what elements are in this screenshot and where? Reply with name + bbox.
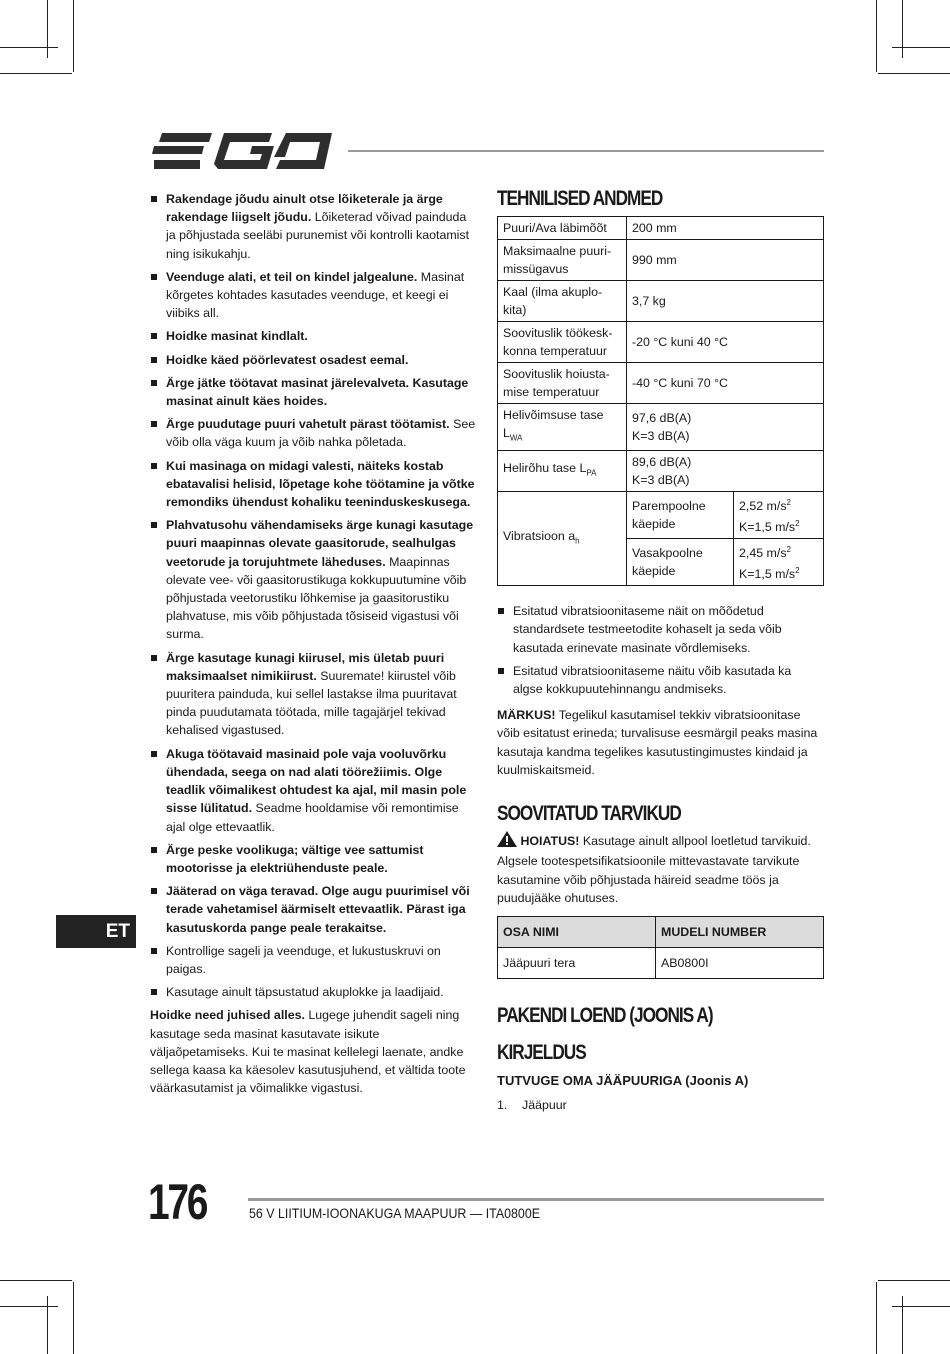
crop-mark <box>892 1306 950 1307</box>
spec-value: 3,7 kg <box>627 281 824 322</box>
vibration-side: Parempoolne käepide <box>627 491 734 538</box>
bullet-icon <box>498 668 504 674</box>
crop-mark <box>47 0 48 58</box>
list-item: Veenduge alati, et teil on kindel jalgealune. Masinat kõrgetes kohtades kasutades veenduge, et keegi ei viibiks all. <box>150 268 476 323</box>
list-item: Jääterad on väga teravad. Olge augu puurimisel või terade vahetamisel äärmiselt ettevaatlik. Pärast iga kasutuskorda pange peale terakaitse. <box>150 882 476 937</box>
list-item: Hoidke käed pöörlevatest osadest eemal. <box>150 351 476 369</box>
spec-label: Helivõimsuse tase $L_{WA}$ <box>498 404 627 450</box>
bullet-icon <box>151 655 157 661</box>
bullet-icon <box>151 196 157 202</box>
crop-mark <box>892 47 950 48</box>
list-item: Esitatud vibratsioonitaseme näitu võib kasutada ka algse kokkupuutehinnangu andmiseks. <box>497 662 824 698</box>
table-row <box>498 281 824 322</box>
spec-label: Maksimaalne puuri-missügavus <box>498 240 627 281</box>
list-item: Akuga töötavaid masinaid pole vaja vooluvõrku ühendada, seega on nad alati töörežiimis. Olge teadlik võimalikest ohtudest ka ajal, mil masin pole sisse lülitatud. Seadme hooldamise või remontimise ajal olge ettevaatlik. <box>150 745 476 836</box>
safety-list <box>150 190 476 1001</box>
spec-value: 89,6 dB(A) K=3 dB(A) <box>627 450 824 491</box>
safety-column <box>150 190 476 1097</box>
vibration-value: 2,45 $m/s^2$ K=1,5 $m/s^2$ <box>734 538 824 585</box>
bullet-icon <box>151 357 157 363</box>
table-header-row <box>498 917 824 948</box>
table-row <box>498 322 824 363</box>
crop-mark <box>47 1296 48 1354</box>
bullet-icon <box>151 274 157 280</box>
table-row <box>498 363 824 404</box>
crop-mark <box>878 73 950 74</box>
bullet-icon <box>151 463 157 469</box>
crop-mark <box>902 1296 903 1354</box>
bullet-icon <box>151 522 157 528</box>
column-header: OSA NIMI <box>498 917 656 948</box>
column-header: MUDELI NUMBER <box>656 917 824 948</box>
note-paragraph: MÄRKUS! Tegelikul kasutamisel tekkiv vibratsioonitase võib esitatust erineda; turvalisuse eesmärgil peaks masina kasutaja kandma tegelikes kasutustingimustes kindaid ja kuulmiskaitsmeid. <box>497 708 818 777</box>
spec-label: Kaal (ilma akuplo-kita) <box>498 281 627 322</box>
description-heading: KIRJELDUS <box>497 1040 586 1064</box>
table-row <box>498 491 824 538</box>
packing-heading: PAKENDI LOEND (JOONIS A) <box>497 1004 713 1028</box>
list-item: Kasutage ainult täpsustatud akuplokke ja laadijaid. <box>150 983 476 1001</box>
warning-paragraph: HOIATUS! Kasutage ainult allpool loetletud tarvikuid. Algsele tootespetsifikatsioonile mittevastavate tarvikute kasutamine võib põhjustada häireid seadme töös ja puudujääke ohutuses. <box>497 831 824 907</box>
bullet-icon <box>151 380 157 386</box>
bullet-icon <box>151 888 157 894</box>
header-rule <box>348 150 824 152</box>
ego-logo <box>150 130 332 172</box>
bullet-icon <box>151 333 157 339</box>
language-tab: ET <box>56 915 136 948</box>
crop-mark <box>0 73 72 74</box>
table-row <box>498 240 824 281</box>
table-row <box>498 948 824 979</box>
table-row <box>498 404 824 450</box>
table-row <box>498 450 824 491</box>
spec-label: Soovituslik hoiusta-mise temperatuur <box>498 363 627 404</box>
table-row <box>498 217 824 240</box>
list-item: Ärge jätke töötavat masinat järelevalveta. Kasutage masinat ainult käes hoides. <box>150 374 476 410</box>
list-item: Kontrollige sageli ja veenduge, et lukustuskruvi on paigas. <box>150 942 476 978</box>
footer-title: 56 V LIITIUM-IOONAKUGA MAAPUUR — ITA0800E <box>249 1206 541 1221</box>
bullet-icon <box>151 421 157 427</box>
bullet-icon <box>151 751 157 757</box>
spec-value: -20 °C kuni 40 °C <box>627 322 824 363</box>
bullet-icon <box>151 847 157 853</box>
keep-instructions-paragraph: Hoidke need juhised alles. Lugege juhendit sageli ning kasutage seda masinat kasutavate isikute väljaõpetamiseks. Kui te masinat kellelegi laenate, andke sellega kaasa ka käesolev kasutusjuhend, et vältida toote väärkasutamist ja võimalikke vigastusi. <box>150 1008 466 1096</box>
page-number: 176 <box>148 1174 207 1230</box>
crop-mark <box>878 1280 950 1281</box>
list-item: Esitatud vibratsioonitaseme näit on mõõdetud standardsete testmeetodite kohaselt ja seda võib kasutada erinevate masinate võrdlemiseks. <box>497 602 824 657</box>
vibration-value: 2,52 $m/s^2$ K=1,5 $m/s^2$ <box>734 491 824 538</box>
accessories-table <box>497 916 824 979</box>
vibration-side: Vasakpoolne käepide <box>627 538 734 585</box>
crop-mark <box>0 47 58 48</box>
list-item: Ärge puudutage puuri vahetult pärast töötamist. See võib olla väga kuum ja võib nahka põletada. <box>150 415 476 451</box>
part-item: 1. Jääpuur <box>497 1098 567 1113</box>
crop-mark <box>0 1306 58 1307</box>
footer-rule <box>248 1198 824 1201</box>
table-cell: AB0800I <box>656 948 824 979</box>
specs-heading: TEHNILISED ANDMED <box>497 187 663 210</box>
accessories-heading: SOOVITATUD TARVIKUD <box>497 802 681 825</box>
table-cell: Jääpuuri tera <box>498 948 656 979</box>
list-item: Ärge kasutage kunagi kiirusel, mis ületab puuri maksimaalset nimikiirust. Suuremate! kiirustel võib puuritera painduda, kui sellel lastakse ilma puuritavat pinda puudutamata töötada, mille tagajärjel tekivad kehalised vigastused. <box>150 649 476 740</box>
crop-mark <box>876 1282 877 1354</box>
spec-label: Vibratsioon $a_h$ <box>498 491 627 586</box>
crop-mark <box>73 0 74 72</box>
list-item: Ärge peske voolikuga; vältige vee sattumist mootorisse ja elektriühenduste peale. <box>150 841 476 877</box>
spec-label: Helirõhu tase $L_{PA}$ <box>498 450 627 491</box>
list-item: Rakendage jõudu ainult otse lõiketerale ja ärge rakendage liigselt jõudu. Lõiketerad võivad painduda ja põhjustada seeläbi purunemist või kontrolli kaotamist ning isikukahju. <box>150 190 476 263</box>
crop-mark <box>902 0 903 58</box>
list-item: Plahvatusohu vähendamiseks ärge kunagi kasutage puuri maapinnas olevate gaasitorude, sealhulgas veetorude ja torujuhtmete läheduses. Maapinnas olevate vee- või gaasitorustikuga kokkupuutumine võib põhjustada veetorustiku lõhkemise ja gaasitorustiku plahvatuse, mis võib põhjustada tõsiseid vigastusi või surma. <box>150 516 476 643</box>
spec-label: Puuri/Ava läbimõõt <box>498 217 627 240</box>
spec-value: 200 mm <box>627 217 824 240</box>
spec-value: 990 mm <box>627 240 824 281</box>
crop-mark <box>73 1282 74 1354</box>
vibration-notes <box>497 602 824 698</box>
spec-label: Soovituslik töökesk-konna temperatuur <box>498 322 627 363</box>
bullet-icon <box>151 989 157 995</box>
list-item: Kui masinaga on midagi valesti, näiteks kostab ebatavalisi helisid, lõpetage kohe töötamine ja võtke remondiks ühendust kohaliku teeninduskeskusega. <box>150 457 476 512</box>
bullet-icon <box>151 948 157 954</box>
spec-value: -40 °C kuni 70 °C <box>627 363 824 404</box>
crop-mark <box>876 0 877 72</box>
specs-column <box>497 187 824 1114</box>
warning-icon <box>497 831 517 852</box>
crop-mark <box>0 1280 72 1281</box>
list-item: Hoidke masinat kindlalt. <box>150 327 476 345</box>
specs-table <box>497 216 824 586</box>
bullet-icon <box>498 608 504 614</box>
spec-value: 97,6 dB(A) K=3 dB(A) <box>627 404 824 450</box>
know-your-drill-heading: TUTVUGE OMA JÄÄPUURIGA (Joonis A) <box>497 1072 749 1088</box>
